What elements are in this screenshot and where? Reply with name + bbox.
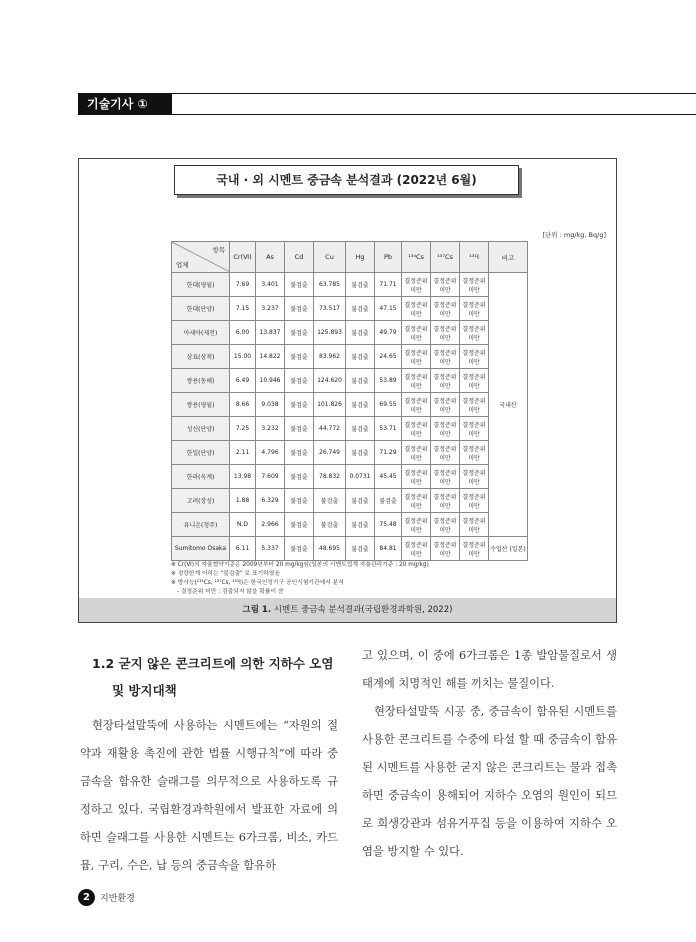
table-row — [172, 417, 528, 441]
figure-caption — [79, 598, 616, 622]
value-cell: 결정준위 미만 — [431, 537, 460, 561]
column-header: Cr(Ⅵ) — [230, 242, 256, 273]
value-cell: 불검출 — [285, 321, 314, 345]
table-row — [172, 273, 528, 297]
value-cell: 결정준위 미만 — [460, 345, 489, 369]
value-cell: 73.517 — [314, 297, 346, 321]
table-row — [172, 465, 528, 489]
column-header: Hg — [346, 242, 375, 273]
value-cell: 결정준위 미만 — [431, 441, 460, 465]
value-cell: 2.11 — [230, 441, 256, 465]
value-cell: 2.966 — [256, 513, 285, 537]
table-header-row — [172, 242, 528, 273]
value-cell: 3.232 — [256, 417, 285, 441]
value-cell: 69.55 — [375, 393, 402, 417]
value-cell: 5.337 — [256, 537, 285, 561]
value-cell: 불검출 — [285, 345, 314, 369]
value-cell: 6.00 — [230, 321, 256, 345]
column-header: Pb — [375, 242, 402, 273]
value-cell: 1.88 — [230, 489, 256, 513]
section-heading-line1: 1.2 굳지 않은 콘크리트에 의한 지하수 오염 — [92, 656, 334, 671]
value-cell: 불검출 — [285, 489, 314, 513]
value-cell: 결정준위 미만 — [402, 465, 431, 489]
company-cell: Sumitomo Osaka — [172, 537, 230, 561]
value-cell: 10.946 — [256, 369, 285, 393]
value-cell: 결정준위 미만 — [460, 465, 489, 489]
value-cell: 불검출 — [346, 321, 375, 345]
value-cell: 불검출 — [346, 393, 375, 417]
table-row — [172, 345, 528, 369]
value-cell: 불검출 — [314, 513, 346, 537]
value-cell: 83.962 — [314, 345, 346, 369]
analysis-table — [171, 241, 528, 561]
value-cell: 결정준위 미만 — [402, 297, 431, 321]
section-heading-line2: 및 방지대책 — [112, 683, 177, 698]
value-cell: 불검출 — [285, 537, 314, 561]
paragraph: 고 있으며, 이 중에 6가크롬은 1종 발암물질로서 생태계에 치명적인 해를 끼치는 물질이다. — [362, 649, 617, 690]
value-cell: 결정준위 미만 — [460, 489, 489, 513]
value-cell: 불검출 — [346, 273, 375, 297]
company-cell: 아세아(제천) — [172, 321, 230, 345]
table-row — [172, 489, 528, 513]
figure-title: 국내 · 외 시멘트 중금속 분석결과 (2022년 6월) — [174, 165, 519, 195]
value-cell: 결정준위 미만 — [431, 513, 460, 537]
value-cell: 7.609 — [256, 465, 285, 489]
value-cell: 47.15 — [375, 297, 402, 321]
caption-label: 그림 1. — [242, 605, 272, 615]
value-cell: 결정준위 미만 — [431, 489, 460, 513]
column-header: As — [256, 242, 285, 273]
value-cell: 48.695 — [314, 537, 346, 561]
value-cell: 결정준위 미만 — [402, 321, 431, 345]
section-header-label: 기술기사 ① — [79, 94, 172, 114]
value-cell: 불검출 — [285, 513, 314, 537]
value-cell: 4.796 — [256, 441, 285, 465]
company-cell: 삼표(삼척) — [172, 345, 230, 369]
value-cell: 9.038 — [256, 393, 285, 417]
value-cell: 6.49 — [230, 369, 256, 393]
value-cell: 불검출 — [375, 489, 402, 513]
company-cell: 유니온(청주) — [172, 513, 230, 537]
value-cell: 결정준위 미만 — [431, 417, 460, 441]
value-cell: 불검출 — [346, 369, 375, 393]
table-row — [172, 537, 528, 561]
value-cell: 결정준위 미만 — [402, 441, 431, 465]
value-cell: 불검출 — [346, 297, 375, 321]
column-header: ¹³¹I — [460, 242, 489, 273]
value-cell: 불검출 — [314, 489, 346, 513]
value-cell: 결정준위 미만 — [460, 513, 489, 537]
value-cell: 결정준위 미만 — [431, 297, 460, 321]
figure-note: ※ 방사능(¹³⁴Cs, ¹³⁷Cs, ¹³¹I)은 한국인정기구 공인시험기관에서 분석 — [171, 580, 344, 586]
value-cell: 13.98 — [230, 465, 256, 489]
value-cell: 84.81 — [375, 537, 402, 561]
value-cell: 결정준위 미만 — [460, 441, 489, 465]
value-cell: 불검출 — [346, 417, 375, 441]
value-cell: 결정준위 미만 — [402, 537, 431, 561]
company-cell: 고려(장성) — [172, 489, 230, 513]
value-cell: 불검출 — [346, 345, 375, 369]
value-cell: 불검출 — [285, 441, 314, 465]
value-cell: 결정준위 미만 — [460, 369, 489, 393]
value-cell: 결정준위 미만 — [460, 537, 489, 561]
value-cell: 불검출 — [346, 489, 375, 513]
caption-text: 시멘트 중금속 분석결과(국립환경과학원, 2022) — [271, 605, 453, 615]
value-cell: 불검출 — [346, 441, 375, 465]
company-cell: 한대(단양) — [172, 297, 230, 321]
column-header: 비고 — [489, 242, 528, 273]
section-heading — [92, 650, 347, 704]
figure-box — [78, 158, 617, 623]
value-cell: 26.749 — [314, 441, 346, 465]
value-cell: 3.401 — [256, 273, 285, 297]
value-cell: 결정준위 미만 — [402, 369, 431, 393]
value-cell: 결정준위 미만 — [431, 465, 460, 489]
figure-note: ※ 정량한계 이하는 "불검출" 로 표기하였음 — [171, 571, 281, 577]
company-cell: 한라(옥계) — [172, 465, 230, 489]
value-cell: 13.837 — [256, 321, 285, 345]
value-cell: 결정준위 미만 — [460, 417, 489, 441]
value-cell: 71.29 — [375, 441, 402, 465]
note-cell-domestic: 국내산 — [489, 273, 528, 537]
value-cell: 결정준위 미만 — [460, 273, 489, 297]
value-cell: 결정준위 미만 — [460, 393, 489, 417]
value-cell: 결정준위 미만 — [431, 321, 460, 345]
value-cell: 78.832 — [314, 465, 346, 489]
value-cell: 결정준위 미만 — [460, 297, 489, 321]
value-cell: 결정준위 미만 — [402, 417, 431, 441]
table-row — [172, 513, 528, 537]
value-cell: 결정준위 미만 — [402, 513, 431, 537]
value-cell: 6.329 — [256, 489, 285, 513]
body-text-right — [362, 642, 617, 866]
value-cell: 14.822 — [256, 345, 285, 369]
value-cell: 불검출 — [285, 393, 314, 417]
figure-note: - 결정준위 미만 : 검출되지 않을 확률이 큼 — [177, 589, 284, 595]
value-cell: 3.237 — [256, 297, 285, 321]
value-cell: 7.69 — [230, 273, 256, 297]
company-cell: 한일(단양) — [172, 441, 230, 465]
section-header-bar — [78, 93, 696, 115]
value-cell: 결정준위 미만 — [402, 345, 431, 369]
value-cell: 53.89 — [375, 369, 402, 393]
value-cell: 6.11 — [230, 537, 256, 561]
value-cell: 불검출 — [285, 369, 314, 393]
value-cell: 결정준위 미만 — [431, 273, 460, 297]
value-cell: 101.826 — [314, 393, 346, 417]
figure-unit: [단위 : mg/kg, Bq/g] — [542, 231, 606, 239]
paragraph: 현장타설말뚝 시공 중, 중금속이 함유된 시멘트를 사용한 콘크리트를 수중에 타설 할 때 중금속이 함유된 시멘트를 사용한 굳지 않은 콘크리트는 물과 접촉하면 중금속이 용해되어 지하수 오염의 원인이 되므로 희생강관과 섬유거푸집 등을 이용하여 지하수 오염을 방지할 수 있다. — [362, 705, 617, 858]
table-row — [172, 369, 528, 393]
figure-notes — [171, 561, 429, 597]
value-cell: 49.79 — [375, 321, 402, 345]
corner-top-label: 항목 — [212, 246, 225, 254]
value-cell: N.D — [230, 513, 256, 537]
column-header: ¹³⁴Cs — [402, 242, 431, 273]
value-cell: 불검출 — [285, 465, 314, 489]
value-cell: 결정준위 미만 — [402, 273, 431, 297]
value-cell: 53.71 — [375, 417, 402, 441]
value-cell: 8.66 — [230, 393, 256, 417]
value-cell: 124.620 — [314, 369, 346, 393]
body-text-left — [80, 712, 338, 880]
column-header: ¹³⁷Cs — [431, 242, 460, 273]
figure-note: ※ Cr(Ⅵ)의 자율협약기준은 2009년부터 20 mg/kg임(일본의 시멘트업계 자율관리기준 : 20 mg/kg) — [171, 562, 429, 568]
table-corner-cell — [172, 242, 230, 273]
table-row — [172, 321, 528, 345]
value-cell: 불검출 — [285, 417, 314, 441]
value-cell: 75.48 — [375, 513, 402, 537]
value-cell: 15.00 — [230, 345, 256, 369]
value-cell: 결정준위 미만 — [402, 489, 431, 513]
company-cell: 한대(영월) — [172, 273, 230, 297]
company-cell: 쌍용(영월) — [172, 393, 230, 417]
value-cell: 결정준위 미만 — [460, 321, 489, 345]
value-cell: 불검출 — [346, 537, 375, 561]
value-cell: 불검출 — [285, 273, 314, 297]
company-cell: 성신(단양) — [172, 417, 230, 441]
value-cell: 44.772 — [314, 417, 346, 441]
value-cell: 결정준위 미만 — [402, 393, 431, 417]
table-row — [172, 393, 528, 417]
value-cell: 0.0731 — [346, 465, 375, 489]
footer-label: 지반환경 — [100, 894, 135, 904]
value-cell: 결정준위 미만 — [431, 345, 460, 369]
company-cell: 쌍용(동해) — [172, 369, 230, 393]
value-cell: 7.25 — [230, 417, 256, 441]
table-row — [172, 441, 528, 465]
value-cell: 7.15 — [230, 297, 256, 321]
value-cell: 결정준위 미만 — [431, 369, 460, 393]
note-cell-import: 수입산 (일본) — [489, 537, 528, 561]
table-row — [172, 297, 528, 321]
corner-bottom-label: 업체 — [176, 261, 189, 269]
value-cell: 45.45 — [375, 465, 402, 489]
value-cell: 63.785 — [314, 273, 346, 297]
paragraph: 현장타설말뚝에 사용하는 시멘트에는 “자원의 절약과 재활용 촉진에 관한 법률 시행규칙”에 따라 중금속을 함유한 슬래그를 의무적으로 사용하도록 규정하고 있다. 국립환경과학원에서 발표한 자료에 의하면 슬래그를 사용한 시멘트는 6가크롬, 비소, 카드뮴, 구리, 수은, 납 등의 중금속을 함유하 — [80, 719, 338, 872]
value-cell: 불검출 — [346, 513, 375, 537]
column-header: Cd — [285, 242, 314, 273]
column-header: Cu — [314, 242, 346, 273]
value-cell: 71.71 — [375, 273, 402, 297]
value-cell: 불검출 — [285, 297, 314, 321]
value-cell: 125.893 — [314, 321, 346, 345]
page-number: 2 — [78, 889, 95, 906]
value-cell: 24.65 — [375, 345, 402, 369]
value-cell: 결정준위 미만 — [431, 393, 460, 417]
